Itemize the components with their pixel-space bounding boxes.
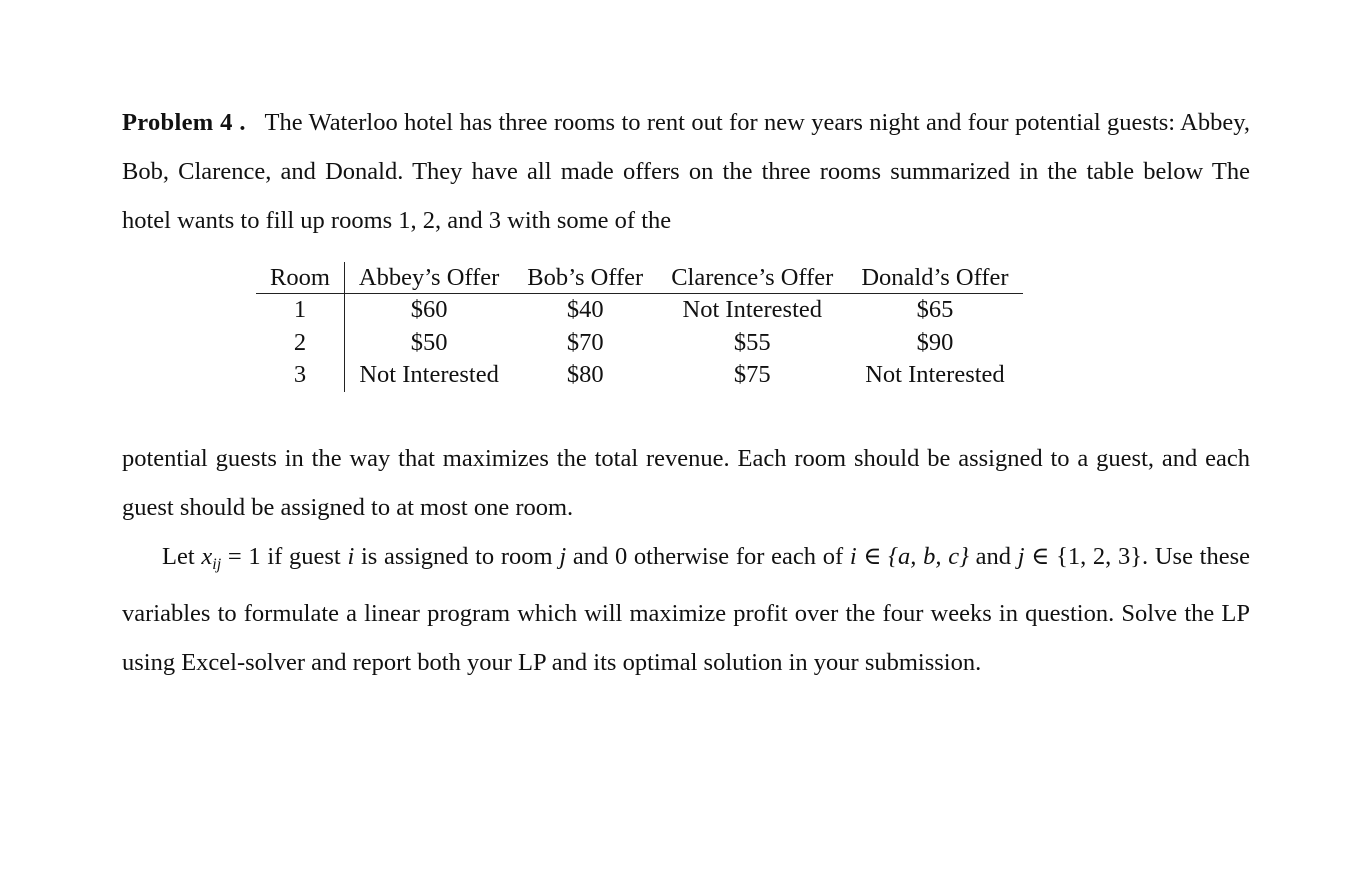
cell-bob: $70 [566, 328, 604, 356]
cell-donald: Not Interested [865, 361, 1005, 388]
set-i: ∈ {a, b, c} [856, 543, 969, 570]
cell-clarence: $55 [733, 328, 771, 356]
problem-intro [122, 98, 1250, 245]
table-row [256, 327, 1023, 360]
problem-continuation [122, 434, 1250, 687]
header-clarence: Clarence’s Offer [657, 262, 847, 294]
problem-intro-text: The Waterloo hotel has three rooms to rent out for new years night and four potential guests: Abbey, Bob, Clarence, and Donald. They have all made offers on the three rooms summarized in the table below The hotel wants to fill up rooms 1, 2, and 3 with some of the [122, 109, 1250, 234]
offers-table-container [256, 262, 1116, 392]
eq-text: = 1 if guest [221, 543, 348, 570]
formulation-rest: . Use these variables to formulate a linear program which will maximize profit over the four weeks in question. Solve the LP using Excel-solver and report both your LP and its optimal solution in your submission. [122, 543, 1251, 676]
var-x: x [201, 543, 213, 570]
cell-abbey: $50 [410, 328, 448, 356]
var-subscript: ij [212, 556, 222, 573]
cell-clarence: $75 [733, 361, 771, 388]
cell-room: 2 [256, 327, 344, 360]
cell-bob: $80 [566, 361, 604, 388]
cell-bob: $40 [566, 296, 604, 323]
table-row [256, 359, 1023, 392]
assigned-text: is assigned to room [354, 543, 560, 570]
cell-abbey: $60 [410, 296, 448, 323]
header-donald: Donald’s Offer [847, 262, 1022, 294]
cell-abbey: Not Interested [359, 361, 499, 388]
var-i: i [347, 543, 355, 570]
let-word: Let [162, 543, 195, 570]
var-j: j [559, 543, 567, 570]
cell-donald: $65 [916, 296, 954, 323]
header-room: Room [256, 262, 344, 294]
cell-clarence: Not Interested [682, 296, 823, 323]
problem-label: Problem 4 . [122, 109, 246, 136]
var-j-2: j [1017, 543, 1025, 570]
and-text: and [968, 543, 1018, 570]
header-bob: Bob’s Offer [513, 262, 657, 294]
table-header-row [256, 262, 1023, 294]
var-i-2: i [849, 543, 857, 570]
table-row [256, 294, 1023, 327]
cell-donald: $90 [916, 328, 954, 356]
set-j: ∈ {1, 2, 3} [1024, 543, 1143, 570]
otherwise-text: and 0 otherwise for each of [566, 543, 850, 570]
cell-room: 1 [256, 294, 344, 327]
formulation-paragraph [122, 532, 1250, 687]
offers-table [256, 262, 1023, 392]
header-abbey: Abbey’s Offer [344, 262, 513, 294]
continuation-paragraph: potential guests in the way that maximizes the total revenue. Each room should be assigned to a guest, and each guest should be assigned to at most one room. [122, 445, 1250, 521]
cell-room: 3 [256, 359, 344, 392]
problem-statement [122, 98, 1250, 245]
